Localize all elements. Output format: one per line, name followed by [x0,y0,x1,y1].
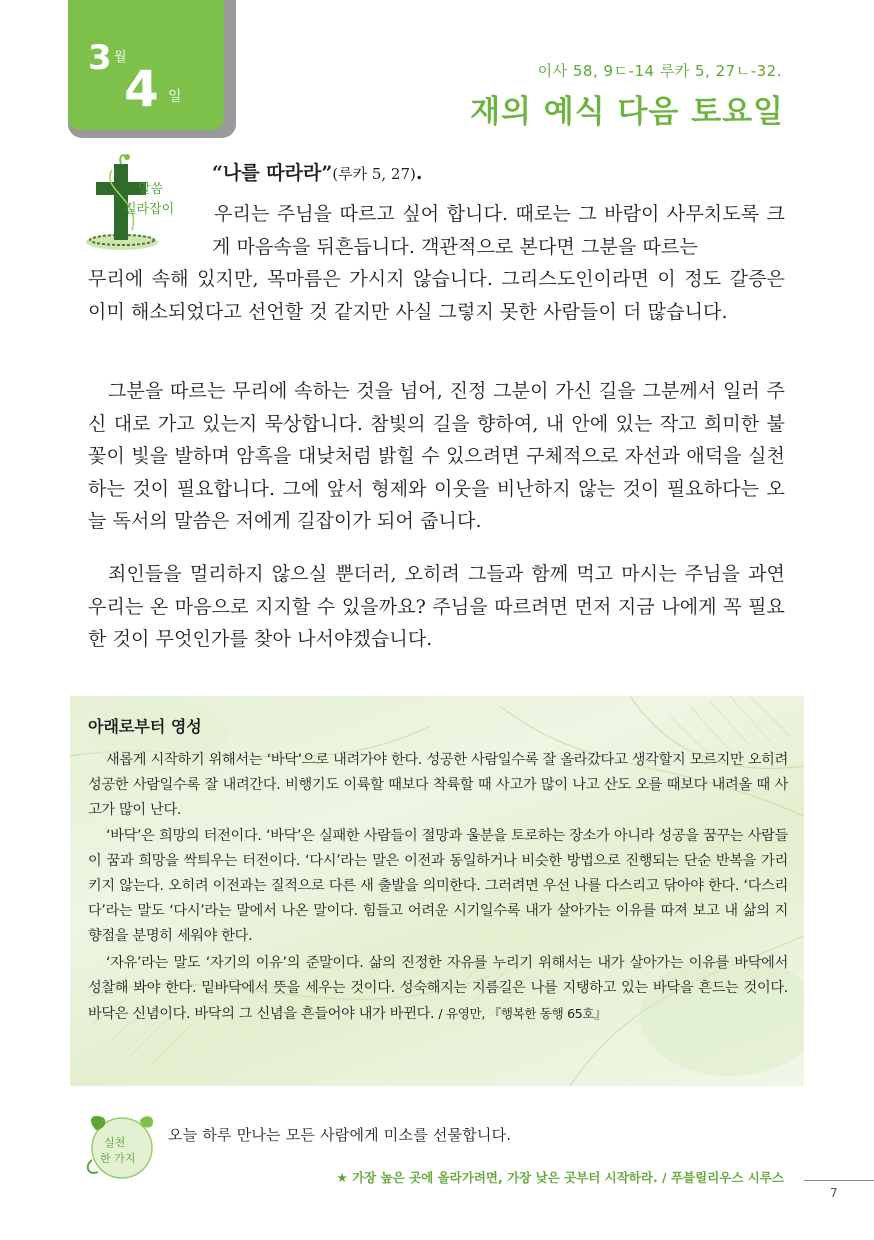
body-paragraph-1b: 무리에 속해 있지만, 목마름은 가시지 않습니다. 그리스도인이라면 이 정도 갈증은 이미 해소되었다고 선언할 것 같지만 사실 그렇지 못한 사람들이 더 많습니다. [88,268,785,323]
date-badge [68,0,224,130]
meditation-title: 아래로부터 영성 [88,717,202,736]
footer-quote: ★ 가장 높은 곳에 올라가려면, 가장 낮은 곳부터 시작하라. / 푸블릴리우스 시루스 [336,1170,784,1185]
practice-label-2: 한 가지 [100,1152,136,1165]
meditation-box [70,696,804,1086]
meditation-citation: / 유영만, 『행복한 동행 65호』 [438,1006,607,1021]
month-label: 월 [114,50,127,65]
day-number: 4 [124,60,159,118]
page-title: 재의 예식 다음 토요일 [470,94,784,130]
meditation-paragraph-1: 새롭게 시작하기 위해서는 ‘바닥’으로 내려가야 한다. 성공한 사람일수록 잘 올라갔다고 생각할지 모르지만 오히려 성공한 사람일수록 잘 내려간다. 비행기도 이륙할 때보다 착륙할 때 사고가 많이 나고 산도 오를 때보다 내려올 때 사고가 많이 난다. [88,752,788,818]
quote-end: . [415,162,423,184]
practice-label-1: 실천 [104,1136,126,1149]
logo-label-guide: 길라잡이 [124,202,175,217]
meditation-paragraph-2: ‘바닥’은 희망의 터전이다. ‘바닥’은 실패한 사람들이 절망과 울분을 토로하는 장소가 아니라 성공을 꿈꾸는 사람들이 꿈과 희망을 싹틔우는 터전이다. ‘다시’라는 말은 이전과 동일하거나 비슷한 방법으로 진행되는 단순 반복을 가리키지 않는다. 오히려 이전과는 질적으로 다른 새 출발을 의미한다. 그러려면 우선 나를 다스리고 닦아야 한다. ‘다스리다’라는 말도 ‘다시’라는 말에서 나온 말이다. 힘들고 어려운 시기일수록 내가 살아가는 이유를 따져 보고 내 삶의 지향점을 분명히 세워야 한다. [88,828,788,944]
body-paragraph-1a: 우리는 주님을 따르고 싶어 합니다. 때로는 그 바람이 사무치도록 크게 마음속을 뒤흔듭니다. 객관적으로 본다면 그분을 따르는 [212,203,785,258]
body-paragraph-2: 그분을 따르는 무리에 속하는 것을 넘어, 진정 그분이 가신 길을 그분께서 일러 주신 대로 가고 있는지 묵상합니다. 참빛의 길을 향하여, 내 안에 있는 작고 희미한 불꽃이 빛을 발하며 암흑을 대낮처럼 밝힐 수 있으려면 구체적으로 자선과 애덕을 실천하는 것이 필요합니다. 그에 앞서 형제와 이웃을 비난하지 않는 것이 필요하다는 오늘 독서의 말씀은 저에게 길잡이가 되어 줍니다. [88,380,785,532]
logo-label-word: 말씀 [138,182,164,197]
practice-text: 오늘 하루 만나는 모든 사람에게 미소를 선물합니다. [168,1126,512,1144]
quote-text: “나를 따라라” [212,162,333,184]
month-number: 3 [88,38,112,78]
meditation-paragraph-3-text: ‘자유’라는 말도 ‘자기의 이유’의 준말이다. 삶의 진정한 자유를 누리기 위해서는 내가 살아가는 이유를 바닥에서 성찰해 봐야 한다. 밑바닥에서 뜻을 세우는 것이다. 성숙해지는 지름길은 나를 지탱하고 있는 바닥을 흔드는 것이다. 바닥은 신념이다. 바닥의 그 신념을 흔들어야 내가 바뀐다. [88,955,788,1022]
date-tab [68,0,236,138]
scripture-readings: 이사 58, 9ㄷ-14 루카 5, 27ㄴ-32. [537,62,782,80]
page-number: 7 [830,1186,838,1200]
day-label: 일 [168,89,182,105]
footer-divider [804,1180,874,1181]
meditation-paragraph-3 [88,951,788,1027]
gospel-quote [212,158,423,185]
quote-reference: (루카 5, 27) [332,165,416,183]
body-paragraph-3: 죄인들을 멀리하지 않으실 뿐더러, 오히려 그들과 함께 먹고 마시는 주님을 과연 우리는 온 마음으로 지지할 수 있을까요? 주님을 따르려면 먼저 지금 나에게 꼭 필요한 것이 무엇인가를 찾아 나서야겠습니다. [88,563,785,650]
